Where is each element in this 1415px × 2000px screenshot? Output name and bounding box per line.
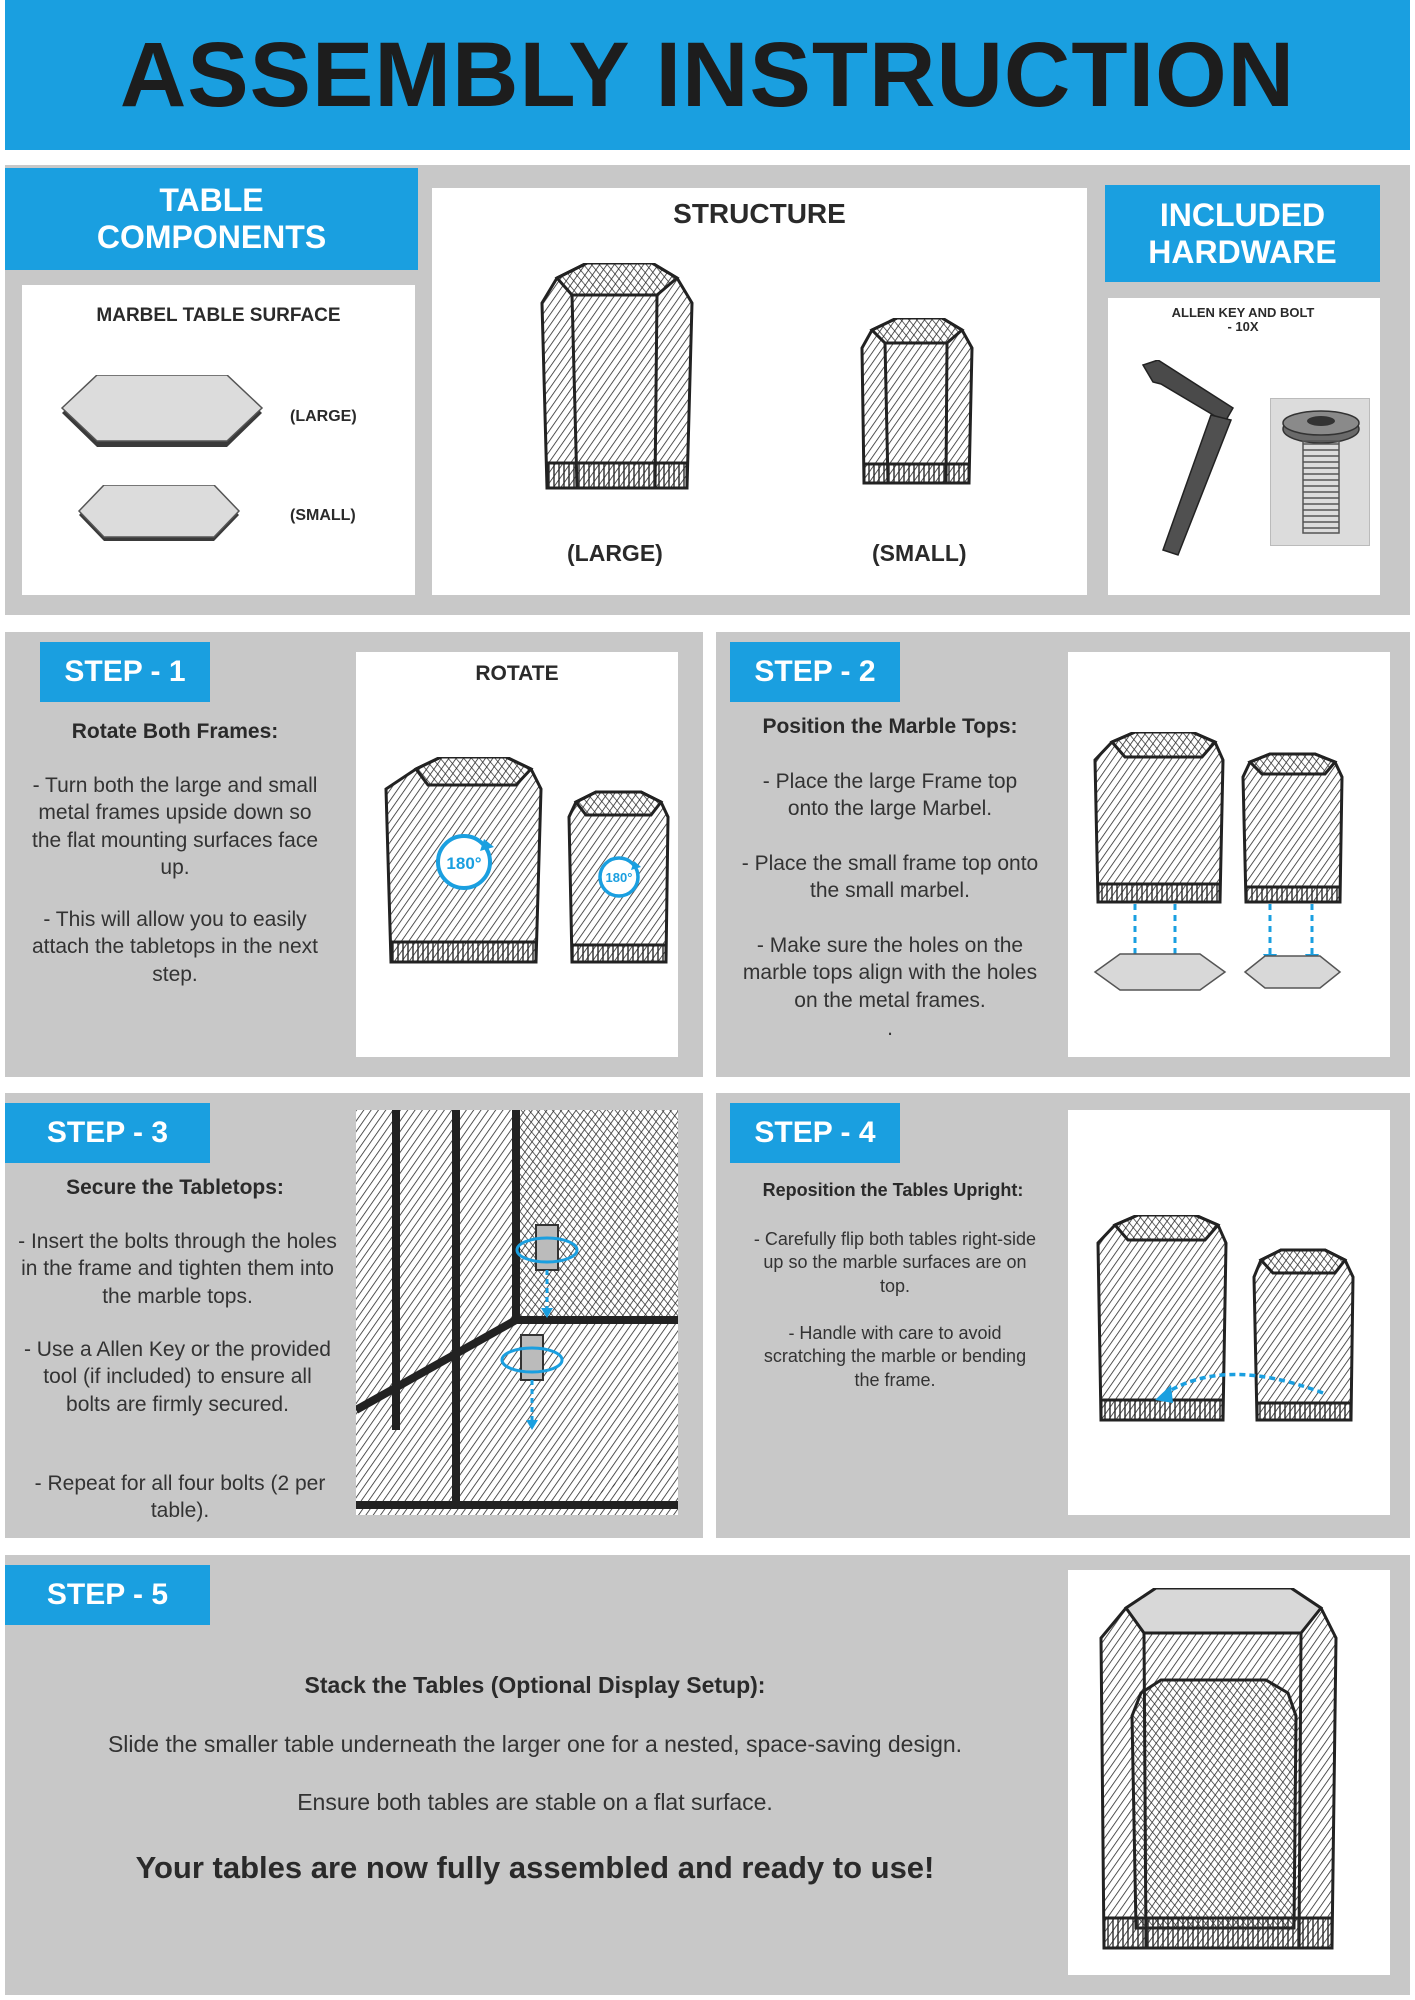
- upright-tables-illustration: [1083, 1215, 1383, 1435]
- step2-tab: STEP - 2: [730, 642, 900, 702]
- step4-tab: STEP - 4: [730, 1103, 900, 1163]
- allen-key-icon: [1133, 360, 1243, 560]
- bolt-icon: [1271, 399, 1371, 547]
- step3-text-1: - Insert the bolts through the holes in the frame and tighten them into the marble tops.: [18, 1230, 337, 1308]
- step2-text-3: - Make sure the holes on the marble tops align with the holes on the metal frames.: [742, 934, 1038, 1012]
- stacked-tables-illustration: [1096, 1588, 1366, 1958]
- step3-text-3: - Repeat for all four bolts (2 per table).: [34, 1472, 326, 1523]
- rotate-title: ROTATE: [475, 662, 559, 685]
- step5-tab: STEP - 5: [5, 1565, 210, 1625]
- step1-text-1: - Turn both the large and small metal frames upside down so the flat mounting surfaces face up.: [32, 774, 318, 879]
- title-banner: [5, 0, 1410, 150]
- step2-heading: Position the Marble Tops:: [762, 715, 1018, 738]
- position-tops-illustration: [1080, 732, 1380, 1012]
- bolt-box: [1270, 398, 1370, 546]
- step2-text-1: - Place the large Frame top onto the large Marbel.: [762, 770, 1018, 821]
- surface-title: MARBEL TABLE SURFACE: [96, 305, 341, 326]
- hardware-header: INCLUDED HARDWARE: [1105, 185, 1380, 282]
- step3-tab: STEP - 3: [5, 1103, 210, 1163]
- step2-text-2: - Place the small frame top onto the small marbel.: [741, 852, 1039, 903]
- rotate-180-small: 180°: [605, 870, 633, 885]
- structure-card: [432, 188, 1087, 595]
- marble-surface-small: [74, 485, 254, 555]
- step4-heading: Reposition the Tables Upright:: [762, 1180, 1024, 1200]
- step2-text-4: .: [887, 1017, 893, 1040]
- frame-small-icon: [852, 318, 982, 493]
- step1-text-2: - This will allow you to easily attach the tabletops in the next step.: [31, 908, 319, 986]
- step4-image-card: [1068, 1110, 1390, 1515]
- step1-image-card: [356, 652, 678, 1057]
- step5-text-1: Slide the smaller table underneath the larger one for a nested, space-saving design.: [107, 1731, 963, 1757]
- step5-image-card: [1068, 1570, 1390, 1975]
- structure-large-label: (LARGE): [567, 540, 663, 566]
- step3-heading: Secure the Tabletops:: [66, 1176, 284, 1199]
- step5-text-2: Ensure both tables are stable on a flat surface.: [297, 1789, 773, 1815]
- step5-heading: Stack the Tables (Optional Display Setup):: [304, 1672, 766, 1698]
- rotate-180-large: 180°: [446, 854, 482, 873]
- frame-large-icon: [527, 263, 707, 503]
- step3-text-2: - Use a Allen Key or the provided tool (if included) to ensure all bolts are firmly secured.: [23, 1338, 331, 1416]
- secure-bolts-illustration: [356, 1110, 678, 1515]
- components-card: [22, 285, 415, 595]
- step2-image-card: [1068, 652, 1390, 1057]
- step4-text-1: - Carefully flip both tables right-side up so the marble surfaces are on top.: [753, 1229, 1037, 1296]
- surface-small-label: (SMALL): [290, 507, 356, 524]
- step4-text-2: - Handle with care to avoid scratching the marble or bending the frame.: [763, 1323, 1027, 1390]
- step5-final-message: Your tables are now fully assembled and ready to use!: [135, 1850, 935, 1885]
- components-header: TABLE COMPONENTS: [5, 168, 418, 270]
- marble-surface-large: [52, 375, 272, 465]
- structure-small-label: (SMALL): [872, 540, 967, 566]
- step1-tab: STEP - 1: [40, 642, 210, 702]
- structure-title: STRUCTURE: [673, 198, 846, 229]
- rotate-frames-illustration: [376, 757, 676, 977]
- page-title: ASSEMBLY INSTRUCTION: [119, 23, 1296, 126]
- step1-heading: Rotate Both Frames:: [71, 720, 279, 743]
- hardware-item-label: ALLEN KEY AND BOLT - 10X: [1171, 305, 1315, 335]
- surface-large-label: (LARGE): [290, 408, 357, 425]
- step3-image-card: [356, 1110, 678, 1515]
- hardware-card: [1108, 298, 1380, 595]
